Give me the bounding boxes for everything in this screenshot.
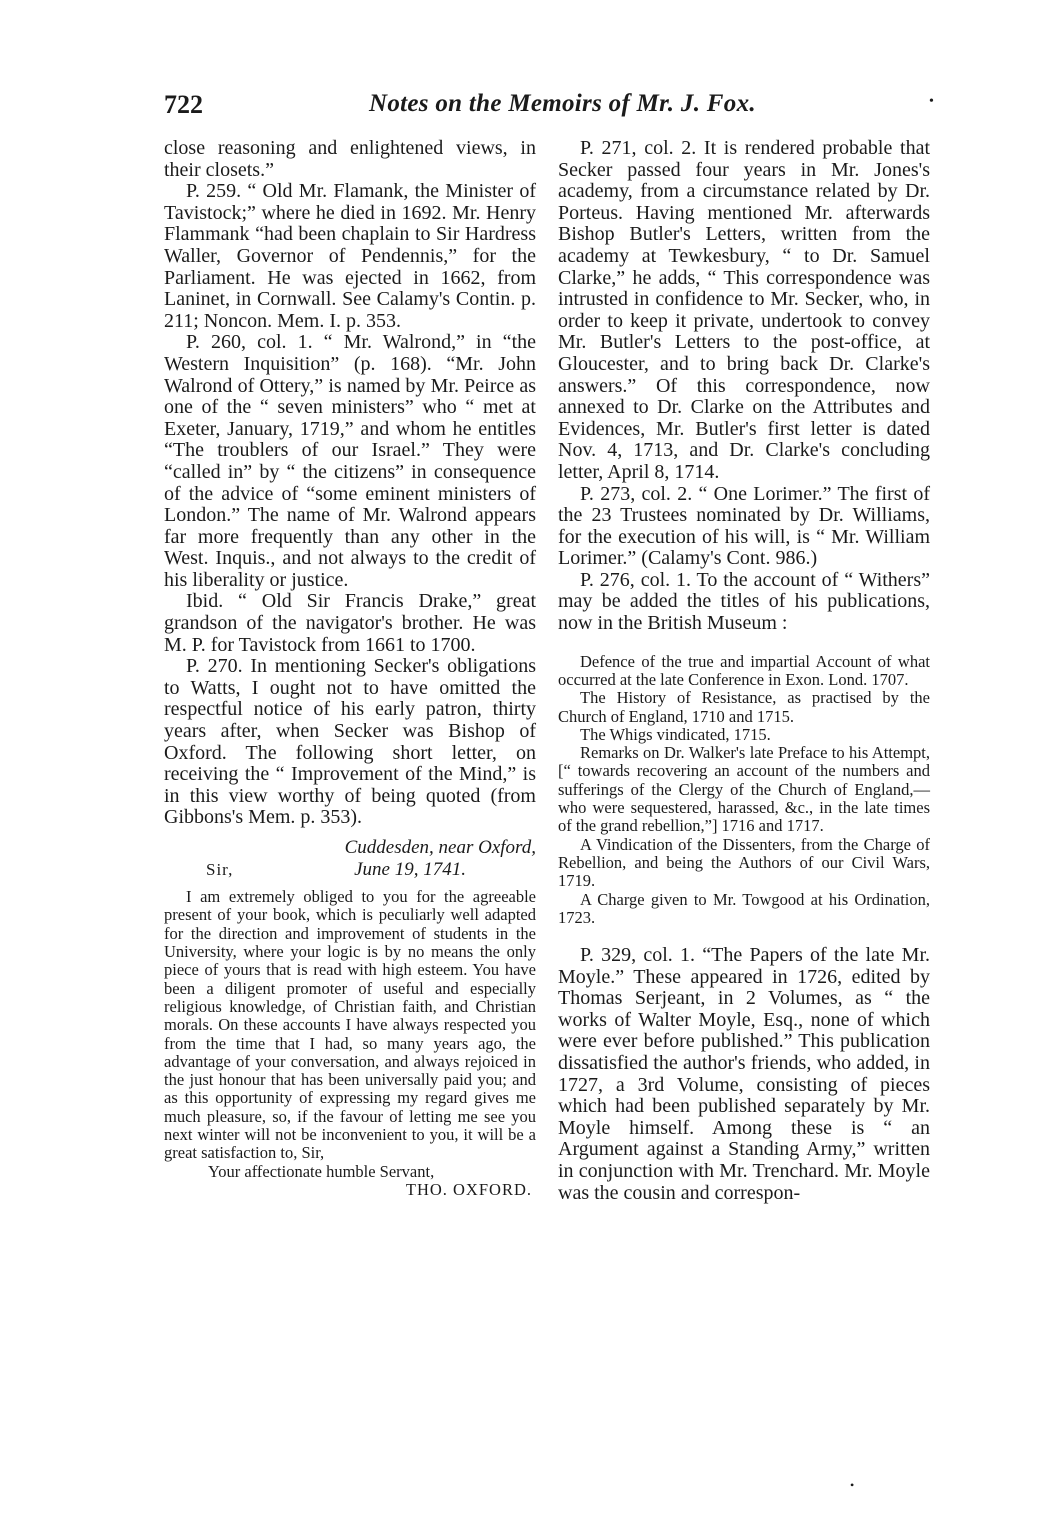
letter-place: Cuddesden, near Oxford, — [344, 837, 536, 858]
end-mark: • — [850, 1478, 855, 1492]
publication-list — [558, 653, 930, 927]
left-paragraph-2: P. 259. “ Old Mr. Flamank, the Minister of Tavistock;” where he died in 1692. Mr. Henry Flammank “had been chaplain to Sir Hardress Waller, Governor of Pendennis,” for the Parliament. He was ejected in 1662, from Laninet, in Cornwall. See Calamy's Contin. p. 211; Noncon. Mem. I. p. 353. — [164, 180, 536, 332]
left-paragraph-3: P. 260, col. 1. “ Mr. Walrond,” in “the Western Inquisition” (p. 168). “Mr. John Walrond of Ottery,” is named by Mr. Peirce as one of the “ seven ministers” who “ met at Exeter, January, 1719,” and whom he entitles “The troublers of our Israel.” They were “called in” by “ the citizens” in consequence of the advice of “some eminent ministers of London.” The name of Mr. Walrond appears far more frequently than any other in the West. Inquis., and not always to the credit of his liberality or justice. — [164, 331, 536, 591]
publication-item: A Vindication of the Dissenters, from the Charge of Rebellion, and being the Authors of our Civil Wars, 1719. — [558, 834, 930, 891]
publication-item: Defence of the true and impartial Account of what occurred at the late Conference in Exon. Lond. 1707. — [558, 651, 930, 689]
page-header — [164, 90, 934, 130]
page-number: 722 — [164, 90, 203, 119]
right-paragraph-1: P. 271, col. 2. It is rendered probable that Secker passed four years in Mr. Jones's academy, from a circumstance related by Dr. Porteus. Having mentioned Mr. afterwards Bishop Butler's Letters, written from the academy at Tewkesbury, “ to Dr. Samuel Clarke,” he adds, “ This correspondence was intrusted in confidence to Mr. Secker, who, in order to keep it private, undertook to convey Mr. Butler's Letters to the post-office, at Gloucester, and to bring back Dr. Clarke's answers.” Of this correspondence, now annexed to Dr. Clarke on the Attributes and Evidences, Mr. Butler's first letter is dated Nov. 4, 1713, and Dr. Clarke's concluding letter, April 8, 1714. — [558, 137, 930, 483]
publication-item: The Whigs vindicated, 1715. — [580, 724, 771, 744]
right-paragraph-3: P. 276, col. 1. To the account of “ Withers” may be added the titles of his publications, now in the British Museum : — [558, 568, 930, 635]
left-column — [164, 138, 536, 1199]
letter-date: June 19, 1741. — [354, 858, 466, 880]
header-ornament: • — [929, 94, 934, 109]
letter-dateline — [164, 837, 536, 880]
letter-body: I am extremely obliged to you for the agreeable present of your book, which is peculiarly well adapted for the direction and improvement of students in the University, where your logic is by no means the only piece of yours that is read with high esteem. You have been a diligent promoter of useful and especially religious knowledge, of Christian faith, and Christian morals. On these accounts I have always respected you from the time that I had, so many years ago, the advantage of your conversation, and always rejoiced in the just honour that has been universally paid you; and as this opportunity of expressing my regard gives me much pleasure, so, if the favour of letting me see you next winter will not be inconvenient to you, it will be a great satisfaction to, Sir, — [164, 887, 536, 1163]
publication-item: The History of Resistance, as practised by the Church of England, 1710 and 1715. — [558, 688, 930, 726]
running-title: Notes on the Memoirs of Mr. J. Fox. — [369, 90, 756, 117]
right-paragraph-4: P. 329, col. 1. “The Papers of the late Mr. Moyle.” These appeared in 1726, edited by Thomas Serjeant, in 2 Volumes, as “ the works of Walter Moyle, Esq., none of which were ever before published.” This publication dissatisfied the author's friends, who added, in 1727, a 3rd Volume, consisting of pieces which had been published separately by Mr. Moyle himself. Among these is “ an Argument against a Standing Army,” written in conjunction with Mr. Trenchard. Mr. Moyle was the cousin and correspon- — [558, 944, 930, 1204]
right-paragraph-2: P. 273, col. 2. “ One Lorimer.” The first of the 23 Trustees nominated by Dr. Williams, for the execution of his will, is “ Mr. William Lorimer.” (Calamy's Cont. 986.) — [558, 482, 930, 570]
letter-salutation: Sir, — [206, 859, 234, 879]
right-column — [558, 138, 930, 1204]
letter-closing: Your affectionate humble Servant, — [208, 1161, 435, 1181]
left-paragraph-5: P. 270. In mentioning Secker's obligations to Watts, I ought not to have omitted the respectful notice of his early patron, thirty years after, when Secker was Bishop of Oxford. The following short letter, on receiving the “ Improvement of the Mind,” is in this view worthy of being quoted (from Gibbons's Mem. p. 353). — [164, 655, 536, 829]
publication-item: A Charge given to Mr. Towgood at his Ordination, 1723. — [558, 889, 930, 927]
publication-item: Remarks on Dr. Walker's late Preface to his Attempt, [“ towards recovering an account of the numbers and sufferings of the Clergy of the Church of England,— who were sequestered, harassed, &c., in the late times of the grand rebellion,”] 1716 and 1717. — [558, 743, 930, 836]
left-paragraph-1: close reasoning and enlightened views, in their closets.” — [164, 137, 536, 181]
letter-signature: THO. OXFORD. — [405, 1179, 532, 1199]
left-paragraph-4: Ibid. “ Old Sir Francis Drake,” great grandson of the navigator's brother. He was M. P. for Tavistock from 1661 to 1700. — [164, 590, 536, 656]
